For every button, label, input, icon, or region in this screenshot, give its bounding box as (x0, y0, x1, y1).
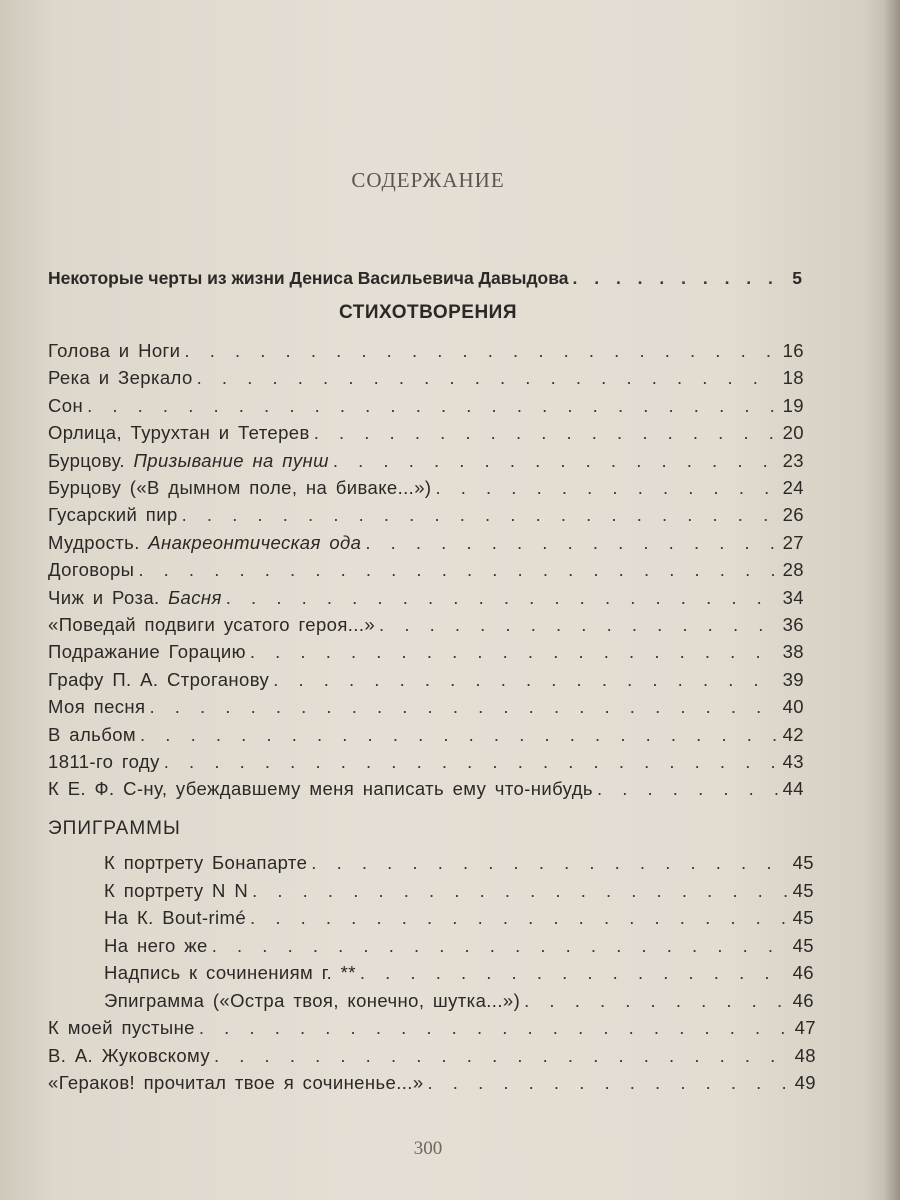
toc-entry-page: 20 (782, 422, 804, 444)
toc-entry (48, 532, 804, 559)
toc-entry-page: 26 (782, 504, 804, 526)
toc-entry-page: 46 (792, 990, 814, 1011)
toc-entry-title: На него же (104, 934, 208, 956)
toc-entry-page: 16 (782, 340, 804, 361)
toc-entry-title: Голова и Ноги (48, 340, 181, 361)
toc-entry-page: 18 (782, 367, 804, 389)
toc-entry-page: 47 (794, 1017, 816, 1038)
toc-entry-title: 1811-го году (48, 751, 160, 772)
dot-leader (138, 559, 778, 581)
toc-entry-page: 19 (782, 394, 804, 416)
toc-entry-subtitle: Призывание на пунш (124, 449, 329, 471)
toc-entry-title: Договоры (48, 559, 135, 581)
toc-entry-page: 23 (782, 449, 804, 471)
toc-entry-title: Орлица, Турухтан и Тетерев (48, 422, 310, 444)
toc-entry-title: В альбом (48, 723, 137, 745)
toc-entry-page: 49 (794, 1072, 816, 1094)
page-number: 300 (413, 1138, 443, 1159)
toc-entry-page: 28 (782, 559, 804, 581)
toc-entry (48, 751, 804, 778)
toc-entry-page: 45 (792, 934, 814, 956)
toc-entry-page: 34 (782, 586, 804, 608)
toc-entry-page: 45 (792, 907, 814, 929)
toc-entry (48, 422, 804, 449)
dot-leader (311, 852, 788, 874)
toc-entry (48, 778, 804, 805)
dot-leader (435, 477, 778, 499)
dot-leader (524, 990, 788, 1012)
toc-entry-title: На К. Bout-rimé (104, 907, 247, 929)
toc-entry-page: 45 (792, 852, 814, 873)
toc-entry-title: Гусарский пир (48, 504, 178, 526)
section-heading-poems: СТИХОТВОРЕНИЯ (339, 302, 517, 323)
dot-leader (250, 641, 779, 663)
dot-leader (184, 340, 778, 362)
toc-entry-title: К Е. Ф. С-ну, убеждавшему меня написать ему что-нибудь (48, 778, 593, 800)
page-title: СОДЕРЖАНИЕ (351, 168, 505, 192)
toc-entry-page: 39 (782, 668, 804, 690)
toc-entry-title: К портрету Бонапарте (104, 852, 308, 873)
toc-entry-page: 46 (792, 962, 814, 984)
toc-entry (48, 367, 804, 394)
toc-entry-page: 27 (782, 531, 804, 553)
toc-entry (48, 395, 804, 422)
toc-entry-title: Мудрость. (48, 531, 140, 553)
toc-entry-page: 48 (794, 1044, 816, 1066)
dot-leader (273, 669, 778, 691)
dot-leader (314, 422, 779, 444)
toc-entry-title: Подражание Горацию (48, 641, 246, 663)
toc-entry-subtitle: Анакреонтическая ода (139, 531, 362, 553)
toc-entry-page: 36 (782, 614, 804, 635)
toc-entry (104, 907, 814, 934)
toc-entry-page: 5 (792, 268, 802, 288)
toc-entry (48, 587, 804, 614)
toc-entry-title: К моей пустыне (48, 1017, 195, 1038)
toc-entry-title: Чиж и Роза. (48, 586, 160, 608)
toc-entry-page: 42 (782, 723, 804, 745)
toc-entry (48, 1045, 816, 1072)
toc-entry-title: Бурцову («В дымном поле, на биваке...») (48, 477, 432, 498)
toc-entry-title: К портрету N N (104, 879, 249, 901)
dot-leader (140, 724, 779, 746)
toc-entry (48, 614, 804, 641)
toc-entry-title: Река и Зеркало (48, 367, 193, 389)
toc-entry (48, 641, 804, 668)
section-heading-epigrams: ЭПИГРАММЫ (48, 818, 181, 839)
dot-leader (428, 1072, 791, 1094)
dot-leader (212, 935, 789, 957)
toc-entry-title: В. А. Жуковскому (48, 1044, 210, 1066)
toc-entry (48, 669, 804, 696)
dot-leader (360, 962, 789, 984)
toc-entry-title: «Поведай подвиги усатого героя...» (48, 614, 376, 635)
toc-entry-title: Некоторые черты из жизни Дениса Васильевича Давыдова (48, 268, 569, 288)
dot-leader (199, 1017, 791, 1039)
dot-leader (197, 367, 779, 389)
toc-entry (48, 1072, 816, 1099)
toc-entry (104, 990, 814, 1017)
toc-entry-title: Моя песня (48, 696, 146, 718)
toc-entry-page: 43 (782, 751, 804, 772)
dot-leader (226, 587, 779, 609)
toc-entry-page: 45 (792, 879, 814, 901)
dot-leader (164, 751, 779, 773)
toc-entry (48, 450, 804, 477)
toc-entry-title: Надпись к сочинениям г. ** (104, 962, 356, 984)
toc-entry (48, 504, 804, 531)
toc-entry (48, 696, 804, 723)
toc-entry (104, 880, 814, 907)
dot-leader (252, 880, 789, 902)
toc-entry (48, 477, 804, 504)
toc-entry-page: 38 (782, 641, 804, 663)
toc-entry (48, 559, 804, 586)
toc-entry-page: 24 (782, 477, 804, 498)
toc-entry-page: 40 (782, 696, 804, 718)
toc-entry-title: Эпиграмма («Остра твоя, конечно, шутка...») (104, 990, 521, 1011)
dot-leader (149, 696, 778, 718)
toc-entry (104, 935, 814, 962)
toc-entry-title: Графу П. А. Строганову (48, 668, 270, 690)
toc-entry (104, 962, 814, 989)
toc-entry-subtitle: Басня (159, 586, 222, 608)
dot-leader (379, 614, 779, 636)
dot-leader (250, 907, 789, 929)
toc-entry-title: Бурцову. (48, 449, 125, 471)
toc-entry (104, 852, 814, 879)
dot-leader (333, 450, 779, 472)
dot-leader (365, 532, 778, 554)
toc-entry (48, 340, 804, 367)
dot-leader (597, 778, 779, 800)
toc-entry (48, 724, 804, 751)
toc-entry (48, 1017, 816, 1044)
dot-leader (214, 1045, 791, 1067)
toc-entry-page: 44 (782, 778, 804, 800)
toc-entry-title: Сон (48, 394, 84, 416)
toc-entry-title: «Гераков! прочитал твое я сочиненье...» (48, 1072, 424, 1094)
dot-leader (182, 504, 779, 526)
dot-leader (87, 395, 779, 417)
